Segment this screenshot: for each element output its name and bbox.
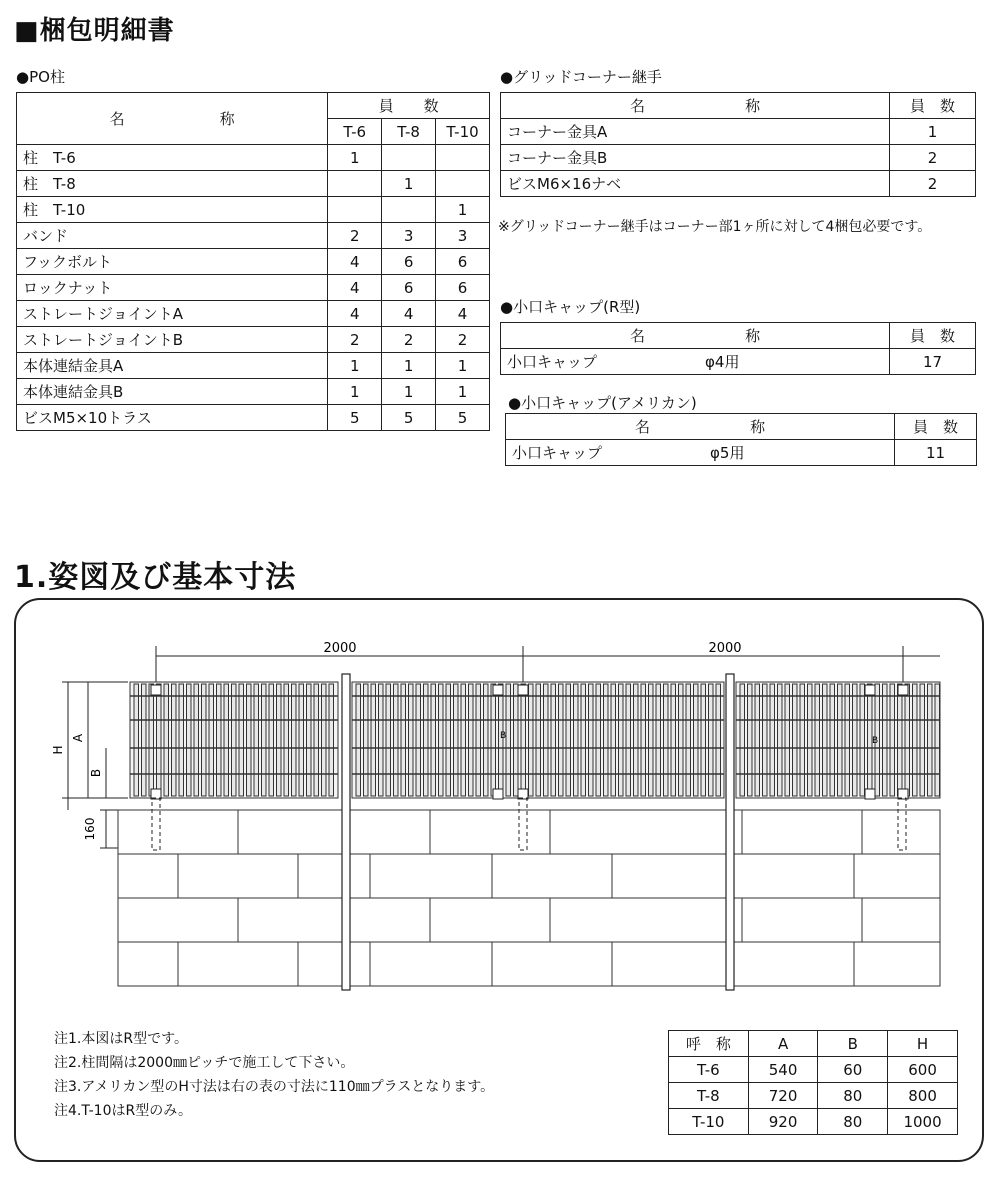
panel-bar: [574, 684, 579, 796]
dim-row-a: 540: [748, 1057, 818, 1083]
cap-r-head-name-b: 称: [745, 327, 761, 345]
po-row-name: 柱 T-10: [17, 197, 328, 223]
post-2: [726, 674, 734, 990]
dim-head-h: H: [888, 1031, 958, 1057]
note-2: 注2.柱間隔は2000㎜ピッチで施工して下さい。: [54, 1055, 355, 1071]
dim-head-a: A: [748, 1031, 818, 1057]
joint-bracket: [493, 685, 503, 695]
wall-block: [854, 942, 940, 986]
panel-bar: [262, 684, 267, 796]
po-subhead-t6: T-6: [328, 119, 382, 145]
cap-r-heading: ●小口キャップ(R型): [500, 298, 641, 316]
po-row-t6: 1: [328, 379, 382, 405]
wall-block: [118, 810, 238, 854]
joint-bracket: [898, 685, 908, 695]
panel-bar: [905, 684, 910, 796]
dim-label-base: 160: [83, 817, 97, 841]
po-row-t6: [328, 197, 382, 223]
cap-r-head-count: 員 数: [890, 323, 976, 349]
po-row-t6: 5: [328, 405, 382, 431]
joint-bracket: [865, 789, 875, 799]
wall-block: [430, 810, 550, 854]
panel-bar: [172, 684, 177, 796]
dim-row: [669, 1057, 958, 1083]
panel-bar: [416, 684, 421, 796]
po-row-t8: 6: [382, 249, 436, 275]
wall-block: [854, 854, 940, 898]
panel-bar: [149, 684, 154, 796]
po-heading: ●PO柱: [16, 68, 65, 86]
cap-r-head-name: [501, 323, 890, 349]
wall-block: [238, 810, 430, 854]
elevation-drawing: [0, 598, 1000, 1018]
po-row-name: 柱 T-8: [17, 171, 328, 197]
dim-row-b: 80: [818, 1109, 888, 1135]
po-row-t8: 5: [382, 405, 436, 431]
panel-bar: [314, 684, 319, 796]
panel-bar: [157, 684, 162, 796]
dim-row-name: T-6: [669, 1057, 749, 1083]
panel-bar: [379, 684, 384, 796]
panel-bar: [793, 684, 798, 796]
po-row-name: フックボルト: [17, 249, 328, 275]
wall-block: [430, 898, 550, 942]
panel-bar: [431, 684, 436, 796]
grid-head-count: 員 数: [890, 93, 976, 119]
panel-bar: [845, 684, 850, 796]
panel-bar: [164, 684, 169, 796]
panel-bar: [559, 684, 564, 796]
cap-a-head-name-a: 名: [635, 418, 651, 436]
po-table: [16, 92, 490, 431]
fence-panel-1: [130, 682, 338, 798]
po-row-t6: [328, 171, 382, 197]
panel-bar: [815, 684, 820, 796]
span-label-2: 2000: [708, 641, 742, 656]
fence-panel-3: [736, 682, 940, 798]
po-row-t6: 1: [328, 145, 382, 171]
po-subhead-t10: T-10: [436, 119, 490, 145]
dim-row-name: T-8: [669, 1083, 749, 1109]
cap-a-heading: ●小口キャップ(アメリカン): [508, 394, 697, 412]
po-row-t10: 6: [436, 275, 490, 301]
grid-row: [501, 119, 976, 145]
dim-head-b: B: [818, 1031, 888, 1057]
panel-bar: [830, 684, 835, 796]
panel-bar: [853, 684, 858, 796]
cap-a-spec: φ5用: [710, 444, 745, 462]
grid-row-name: コーナー金具A: [501, 119, 890, 145]
panel-bar: [514, 684, 519, 796]
po-row: [17, 197, 490, 223]
po-row: [17, 327, 490, 353]
panel-bar: [544, 684, 549, 796]
po-row-name: ストレートジョイントB: [17, 327, 328, 353]
cap-r-spec: φ4用: [705, 353, 740, 371]
po-row-t6: 2: [328, 327, 382, 353]
panel-bar: [254, 684, 259, 796]
panel-bar: [202, 684, 207, 796]
cap-a-head-count: 員 数: [895, 414, 977, 440]
po-row-t8: 1: [382, 171, 436, 197]
grid-row: [501, 145, 976, 171]
po-row-t6: 4: [328, 249, 382, 275]
panel-bar: [484, 684, 489, 796]
note-3: 注3.アメリカン型のH寸法は右の表の寸法に110㎜プラスとなります。: [54, 1079, 495, 1095]
panel-bar: [394, 684, 399, 796]
po-row: [17, 353, 490, 379]
dim-row: [669, 1083, 958, 1109]
po-row-t10: [436, 145, 490, 171]
wall-block: [118, 942, 178, 986]
wall-block: [550, 898, 742, 942]
panel-bar: [778, 684, 783, 796]
note-1: 注1.本図はR型です。: [54, 1031, 188, 1047]
cap-a-name: 小口キャップ: [512, 444, 603, 462]
panel-bar: [194, 684, 199, 796]
wall-block: [492, 854, 612, 898]
page-title: ■梱包明細書: [14, 16, 175, 46]
panel-bar: [364, 684, 369, 796]
panel-bar: [920, 684, 925, 796]
panel-bar: [284, 684, 289, 796]
panel-bar: [694, 684, 699, 796]
dimension-table: [668, 1030, 958, 1135]
panel-bar: [589, 684, 594, 796]
panel-bar: [785, 684, 790, 796]
panel-bar: [709, 684, 714, 796]
mid-b-label-1: B: [500, 731, 507, 741]
po-row-name: 本体連結金具B: [17, 379, 328, 405]
dim-row-b: 60: [818, 1057, 888, 1083]
grid-head-name-a: 名: [630, 97, 646, 115]
po-row-t8: 6: [382, 275, 436, 301]
wall-block: [370, 854, 492, 898]
po-row-t6: 4: [328, 275, 382, 301]
po-head-name-b: 称: [219, 110, 235, 128]
panel-bar: [755, 684, 760, 796]
po-row-name: 柱 T-6: [17, 145, 328, 171]
grid-head-name: [501, 93, 890, 119]
panel-bar: [604, 684, 609, 796]
panel-bar: [838, 684, 843, 796]
po-row-name: ビスM5×10トラス: [17, 405, 328, 431]
panel-bar: [671, 684, 676, 796]
grid-row-count: 2: [890, 145, 976, 171]
wall-block: [734, 854, 854, 898]
panel-bar: [860, 684, 865, 796]
section1-title: 1.姿図及び基本寸法: [14, 560, 297, 595]
panel-bar: [634, 684, 639, 796]
panel-bar: [134, 684, 139, 796]
panel-bar: [626, 684, 631, 796]
joint-bracket: [493, 789, 503, 799]
panel-bar: [491, 684, 496, 796]
po-row: [17, 249, 490, 275]
panel-bar: [409, 684, 414, 796]
panel-bar: [748, 684, 753, 796]
panel-bar: [641, 684, 646, 796]
panel-bar: [307, 684, 312, 796]
wall-block: [862, 810, 940, 854]
cap-a-row: [506, 440, 895, 466]
panel-bar: [386, 684, 391, 796]
joint-bracket: [518, 685, 528, 695]
cap-r-count: 17: [890, 349, 976, 375]
panel-bar: [898, 684, 903, 796]
panel-bar: [770, 684, 775, 796]
grid-row-name: ビスM6×16ナベ: [501, 171, 890, 197]
panel-bar: [566, 684, 571, 796]
panel-bar: [913, 684, 918, 796]
panel-bar: [247, 684, 252, 796]
po-row: [17, 379, 490, 405]
panel-bar: [890, 684, 895, 796]
po-subhead-t8: T-8: [382, 119, 436, 145]
cap-r-head-name-a: 名: [630, 327, 646, 345]
cap-a-count: 11: [895, 440, 977, 466]
po-row-t8: 1: [382, 353, 436, 379]
po-row-t6: 4: [328, 301, 382, 327]
po-row-t8: 2: [382, 327, 436, 353]
panel-bar: [461, 684, 466, 796]
panel-bar: [322, 684, 327, 796]
po-row-t10: 5: [436, 405, 490, 431]
span-label-1: 2000: [323, 641, 357, 656]
panel-bar: [740, 684, 745, 796]
wall-block: [118, 854, 178, 898]
po-row: [17, 275, 490, 301]
wall-block: [742, 810, 862, 854]
panel-bar: [596, 684, 601, 796]
po-row-t8: [382, 197, 436, 223]
po-row-t8: 3: [382, 223, 436, 249]
panel-bar: [521, 684, 526, 796]
dim-row-b: 80: [818, 1083, 888, 1109]
po-row-t8: 1: [382, 379, 436, 405]
po-row-t10: 4: [436, 301, 490, 327]
post-1: [342, 674, 350, 990]
wall-block: [370, 942, 492, 986]
cap-r-name: 小口キャップ: [507, 353, 598, 371]
wall-block: [298, 854, 370, 898]
panel-bar: [935, 684, 940, 796]
joint-bracket: [865, 685, 875, 695]
panel-bar: [292, 684, 297, 796]
po-row: [17, 171, 490, 197]
wall-block: [298, 942, 370, 986]
po-row-t10: 2: [436, 327, 490, 353]
po-row-t10: 3: [436, 223, 490, 249]
po-row: [17, 301, 490, 327]
wall-block: [734, 942, 854, 986]
panel-bar: [611, 684, 616, 796]
wall-block: [118, 898, 238, 942]
wall-block: [612, 942, 734, 986]
grid-row-name: コーナー金具B: [501, 145, 890, 171]
panel-bar: [401, 684, 406, 796]
panel-bar: [529, 684, 534, 796]
panel-bar: [679, 684, 684, 796]
panel-bar: [551, 684, 556, 796]
po-row-t8: [382, 145, 436, 171]
wall-block: [238, 898, 430, 942]
panel-bar: [883, 684, 888, 796]
po-row-t8: 4: [382, 301, 436, 327]
cap-r-table: [500, 322, 976, 375]
panel-bar: [329, 684, 334, 796]
cap-a-head-name-b: 称: [750, 418, 766, 436]
panel-bar: [763, 684, 768, 796]
dim-label-h: H: [51, 745, 65, 755]
panel-bar: [619, 684, 624, 796]
grid-row-count: 1: [890, 119, 976, 145]
dim-row: [669, 1109, 958, 1135]
wall-block: [178, 854, 298, 898]
cap-r-row: [501, 349, 890, 375]
panel-bar: [187, 684, 192, 796]
po-row-t6: 2: [328, 223, 382, 249]
po-row-name: 本体連結金具A: [17, 353, 328, 379]
po-row-name: ロックナット: [17, 275, 328, 301]
dim-label-a: A: [71, 733, 85, 743]
grid-head-name-b: 称: [745, 97, 761, 115]
panel-bar: [299, 684, 304, 796]
po-row-t10: 1: [436, 353, 490, 379]
fence-panels: [130, 682, 940, 799]
panel-bar: [232, 684, 237, 796]
grid-row-count: 2: [890, 171, 976, 197]
dim-head-name: 呼 称: [669, 1031, 749, 1057]
po-row-t6: 1: [328, 353, 382, 379]
dim-row-h: 600: [888, 1057, 958, 1083]
wall-block: [550, 810, 742, 854]
panel-bar: [928, 684, 933, 796]
panel-bar: [664, 684, 669, 796]
po-head-name: [17, 93, 328, 145]
po-head-name-a: 名: [109, 110, 125, 128]
panel-bar: [179, 684, 184, 796]
wall-block: [612, 854, 734, 898]
panel-bar: [439, 684, 444, 796]
fence-panel-2: [352, 682, 724, 798]
panel-bar: [424, 684, 429, 796]
panel-bar: [808, 684, 813, 796]
mid-b-label-2: B: [872, 736, 879, 746]
po-head-count: 員 数: [328, 93, 490, 119]
panel-bar: [209, 684, 214, 796]
panel-bar: [536, 684, 541, 796]
panel-bar: [277, 684, 282, 796]
block-wall: [118, 810, 940, 986]
dim-label-b: B: [89, 768, 103, 778]
po-row: [17, 405, 490, 431]
joint-bracket: [151, 685, 161, 695]
panel-bar: [371, 684, 376, 796]
wall-block: [742, 898, 862, 942]
panel-bar: [716, 684, 721, 796]
po-row-t10: 6: [436, 249, 490, 275]
dim-row-h: 1000: [888, 1109, 958, 1135]
panel-bar: [800, 684, 805, 796]
note-4: 注4.T-10はR型のみ。: [54, 1103, 193, 1119]
panel-bar: [454, 684, 459, 796]
po-row-name: ストレートジョイントA: [17, 301, 328, 327]
cap-a-table: [505, 413, 977, 466]
panel-bar: [142, 684, 147, 796]
panel-bar: [269, 684, 274, 796]
panel-bar: [686, 684, 691, 796]
cap-a-head-name: [506, 414, 895, 440]
panel-bar: [581, 684, 586, 796]
panel-bar: [356, 684, 361, 796]
dim-row-a: 920: [748, 1109, 818, 1135]
panel-bar: [217, 684, 222, 796]
po-row-t10: [436, 171, 490, 197]
panel-bar: [446, 684, 451, 796]
panel-bar: [224, 684, 229, 796]
grid-note: ※グリッドコーナー継手はコーナー部1ヶ所に対して4梱包必要です。: [498, 219, 932, 235]
po-row: [17, 223, 490, 249]
wall-block: [178, 942, 298, 986]
panel-bar: [823, 684, 828, 796]
panel-bar: [649, 684, 654, 796]
grid-table: [500, 92, 976, 197]
panel-bar: [476, 684, 481, 796]
wall-block: [862, 898, 940, 942]
po-row: [17, 145, 490, 171]
panel-bar: [506, 684, 511, 796]
dim-row-h: 800: [888, 1083, 958, 1109]
dim-row-a: 720: [748, 1083, 818, 1109]
panel-bar: [239, 684, 244, 796]
po-row-t10: 1: [436, 197, 490, 223]
po-row-t10: 1: [436, 379, 490, 405]
grid-row: [501, 171, 976, 197]
dim-row-name: T-10: [669, 1109, 749, 1135]
grid-heading: ●グリッドコーナー継手: [500, 68, 662, 86]
panel-bar: [656, 684, 661, 796]
panel-bar: [469, 684, 474, 796]
panel-bar: [701, 684, 706, 796]
po-row-name: バンド: [17, 223, 328, 249]
wall-block: [492, 942, 612, 986]
